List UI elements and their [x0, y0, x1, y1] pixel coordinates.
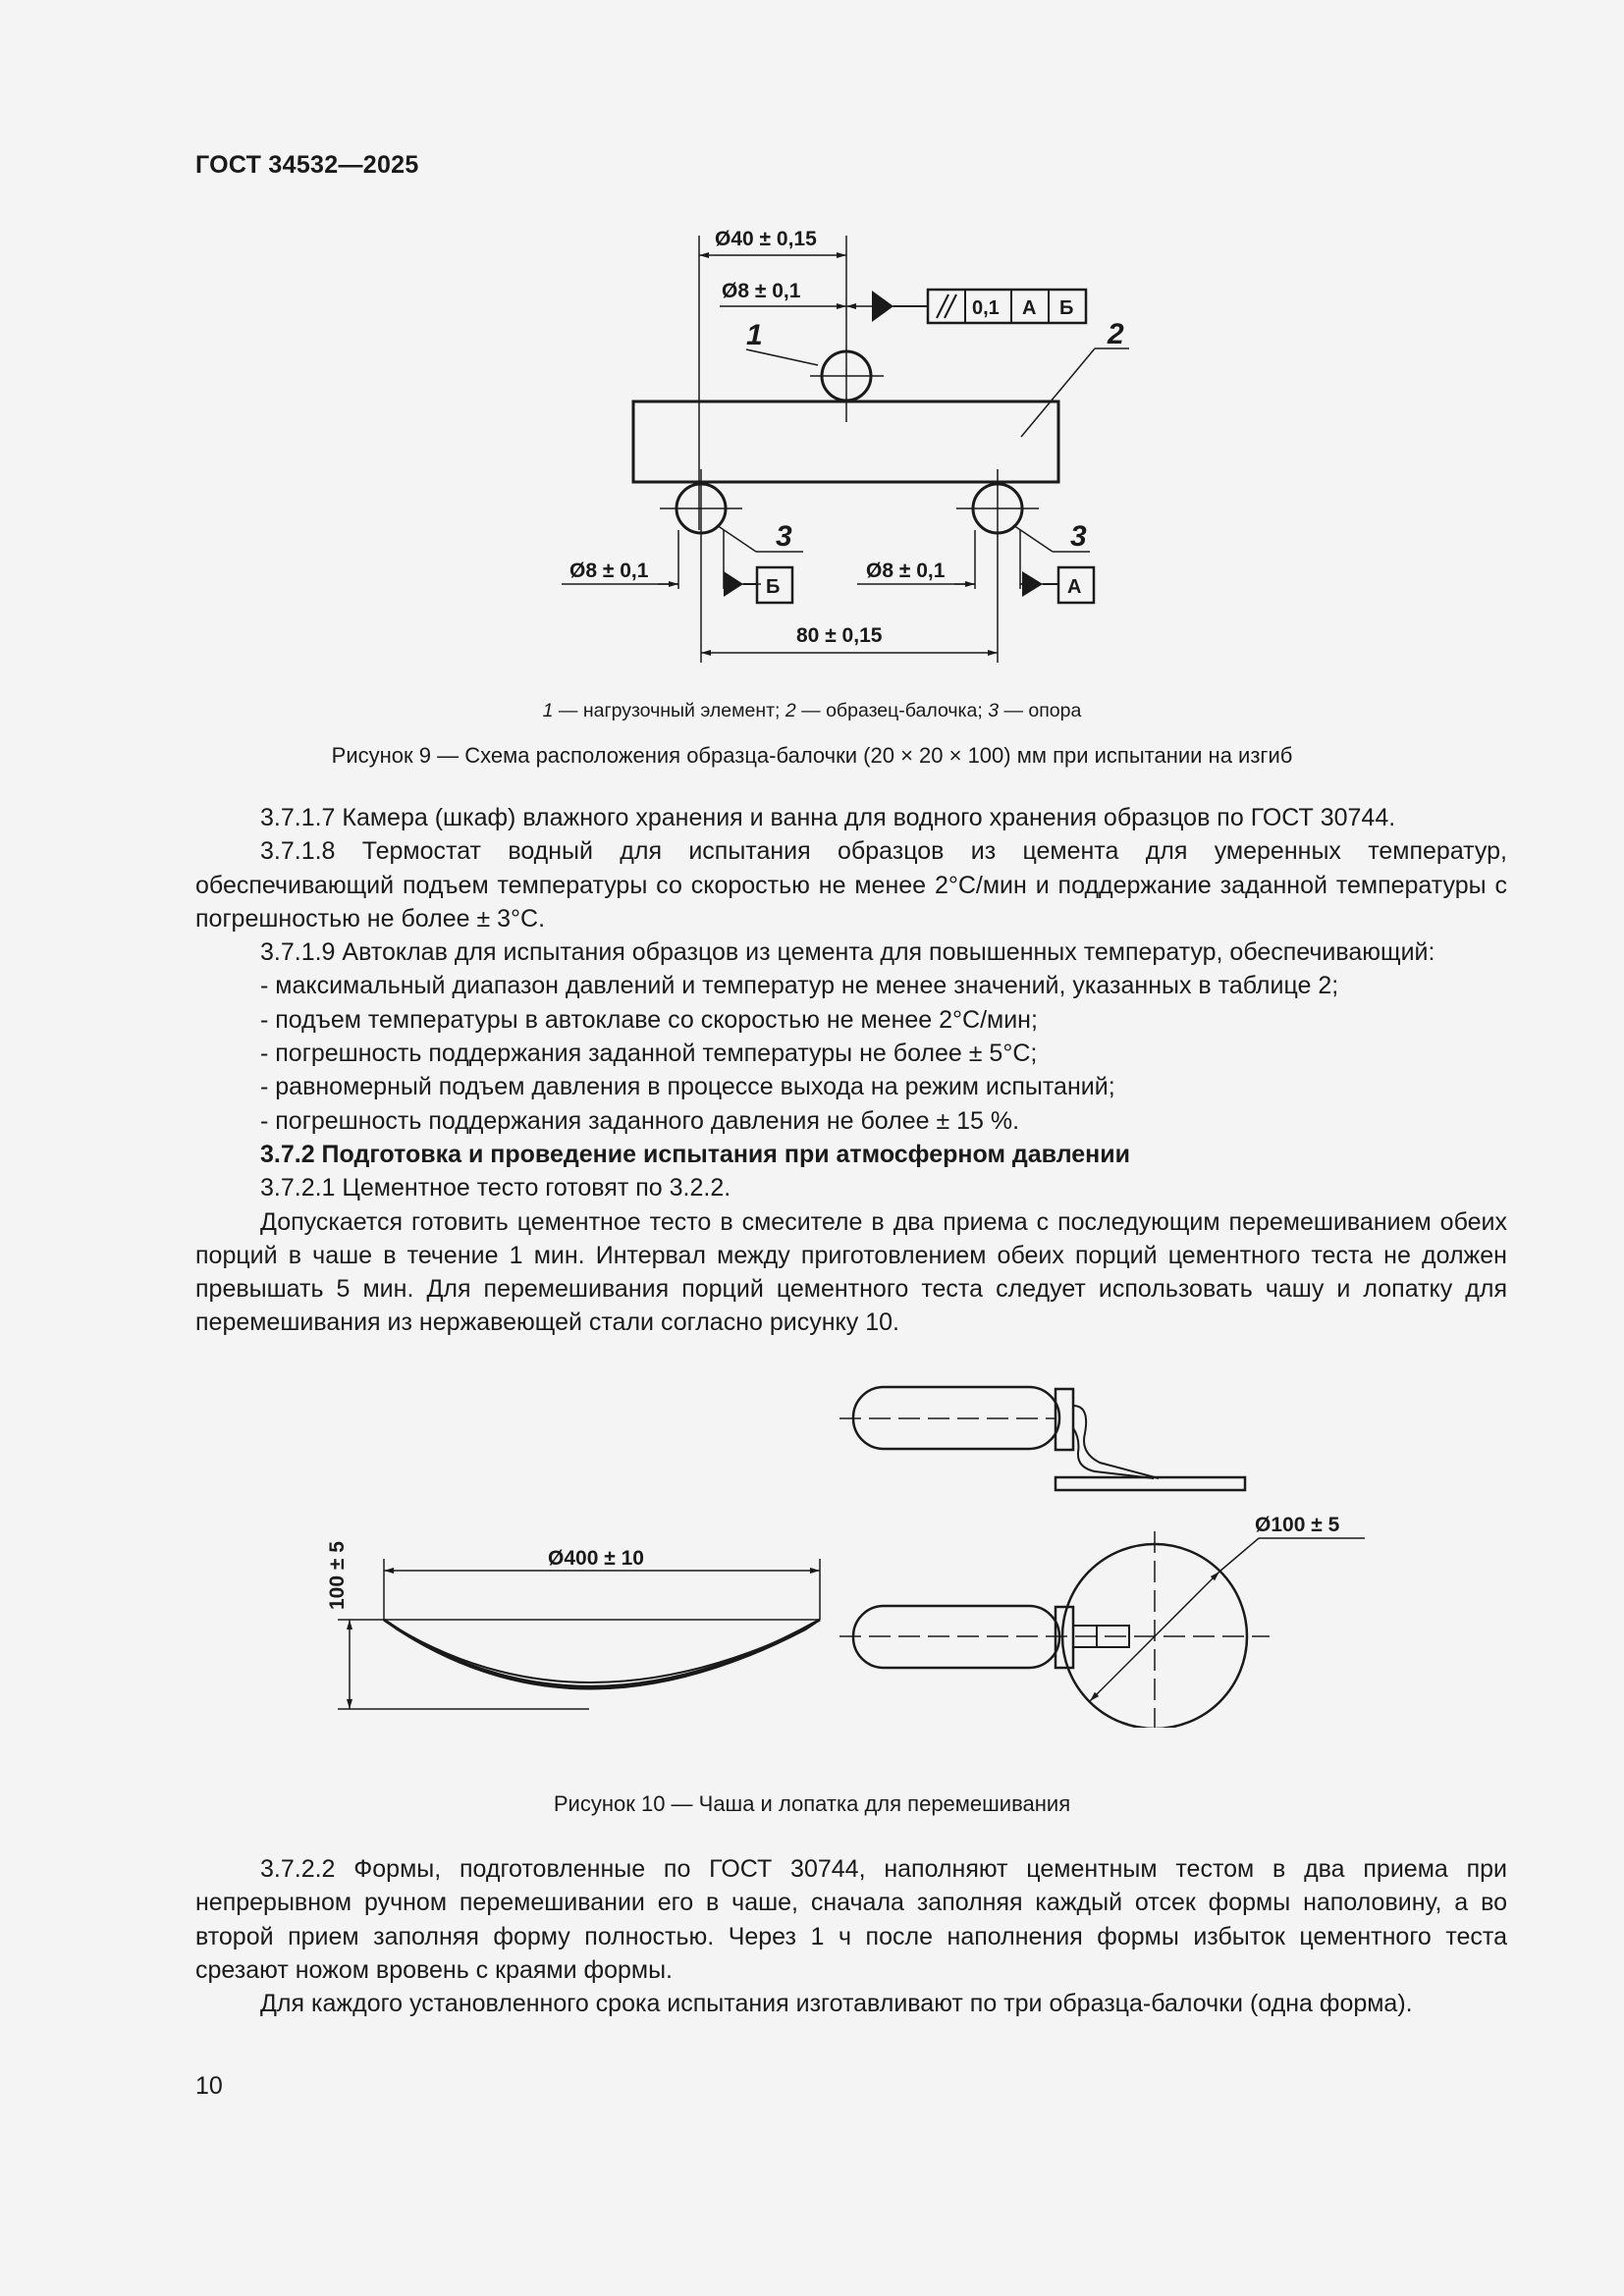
- tol-datum-a: А: [1022, 297, 1037, 319]
- section-heading-3-7-2: 3.7.2 Подготовка и проведение испытания при атмосферном давлении: [260, 1140, 1130, 1168]
- dim-d100: Ø100 ± 5: [1255, 1514, 1340, 1536]
- section-3-7-2-2: [195, 1852, 1507, 2020]
- paragraph-3-7-2-2: 3.7.2.2 Формы, подготовленные по ГОСТ 30744, наполняют цементным тестом в два приема при непрерывном ручном перемешивании его в чаше, сначала заполняя каждый отсек формы наполовину, а во второй прием заполняя форму полностью. Через 1 ч после наполнения формы избыток цементного теста срезают ножом вровень с краями формы.: [195, 1855, 1507, 1984]
- list-item: - подъем температуры в автоклаве со скоростью не менее 2°С/мин;: [260, 1005, 1038, 1034]
- section-3-7-1: [195, 801, 1507, 1340]
- list-item: - погрешность поддержания заданной температуры не более ± 5°С;: [260, 1040, 1038, 1068]
- dim-d40: Ø40 ± 0,15: [715, 228, 817, 250]
- paragraph-3-7-1-7: 3.7.1.7 Камера (шкаф) влажного хранения и ванна для водного хранения образцов по ГОСТ 30744.: [260, 804, 1396, 831]
- label-1: 1: [746, 319, 763, 351]
- dim-d8-right: Ø8 ± 0,1: [866, 560, 946, 582]
- document-header: ГОСТ 34532—2025: [195, 151, 419, 179]
- figure-10-caption: Рисунок 10 — Чаша и лопатка для перемешивания: [553, 1791, 1071, 1816]
- figure-10-diagram: [0, 1374, 1624, 1728]
- paragraph-mixing: Допускается готовить цементное тесто в смесителе в два приема с последующим перемешиванием обеих порций в чаше в течение 1 мин. Интервал между приготовлением обеих порций цементного теста не должен превышать 5 мин. Для перемешивания порций цементного теста следует использовать чашу и лопатку для перемешивания из нержавеющей стали согласно рисунку 10.: [195, 1207, 1507, 1337]
- datum-triangle-top: [872, 291, 893, 322]
- paragraph-specimens: Для каждого установленного срока испытания изготавливают по три образца-балочки (одна форма).: [260, 1990, 1413, 2018]
- datum-a-label: А: [1067, 576, 1082, 598]
- paragraph-3-7-1-9: 3.7.1.9 Автоклав для испытания образцов из цемента для повышенных температур, обеспечивающий:: [260, 938, 1435, 967]
- tol-value: 0,1: [972, 297, 1000, 319]
- dim-100: 100 ± 5: [326, 1541, 349, 1610]
- spatula-blade-side: [1056, 1477, 1245, 1490]
- paragraph-3-7-2-1: 3.7.2.1 Цементное тесто готовят по 3.2.2.: [260, 1174, 731, 1202]
- label-3-right: 3: [1070, 520, 1087, 553]
- list-item: - погрешность поддержания заданного давления не более ± 15 %.: [260, 1106, 1020, 1135]
- dim-80: 80 ± 0,15: [796, 624, 883, 647]
- dim-d8-top: Ø8 ± 0,1: [722, 280, 801, 302]
- figure-9-diagram: [0, 0, 1624, 687]
- list-item: - равномерный подъем давления в процессе выхода на режим испытаний;: [260, 1073, 1115, 1101]
- figure-9-legend: 1 — нагрузочный элемент; 2 — образец-балочка; 3 — опора: [542, 700, 1082, 721]
- label-3-left: 3: [776, 520, 792, 553]
- list-item: - максимальный диапазон давлений и температур не менее значений, указанных в таблице 2;: [260, 972, 1339, 1000]
- dim-d8-left: Ø8 ± 0,1: [569, 560, 649, 582]
- datum-b-label: Б: [766, 576, 781, 598]
- tol-datum-b: Б: [1059, 297, 1074, 319]
- datum-triangle-left: [724, 571, 743, 597]
- dim-d400: Ø400 ± 10: [548, 1547, 644, 1570]
- datum-triangle-right: [1022, 571, 1043, 597]
- page-number: 10: [195, 2072, 223, 2100]
- figure-9-caption: Рисунок 9 — Схема расположения образца-балочки (20 × 20 × 100) мм при испытании на изгиб: [331, 743, 1293, 768]
- label-2: 2: [1108, 318, 1124, 350]
- paragraph-3-7-1-8: 3.7.1.8 Термостат водный для испытания образцов из цемента для умеренных температур, обеспечивающий подъем температуры со скоростью не менее 2°С/мин и поддержание заданной температуры с погрешностью не более ± 3°С.: [195, 837, 1507, 933]
